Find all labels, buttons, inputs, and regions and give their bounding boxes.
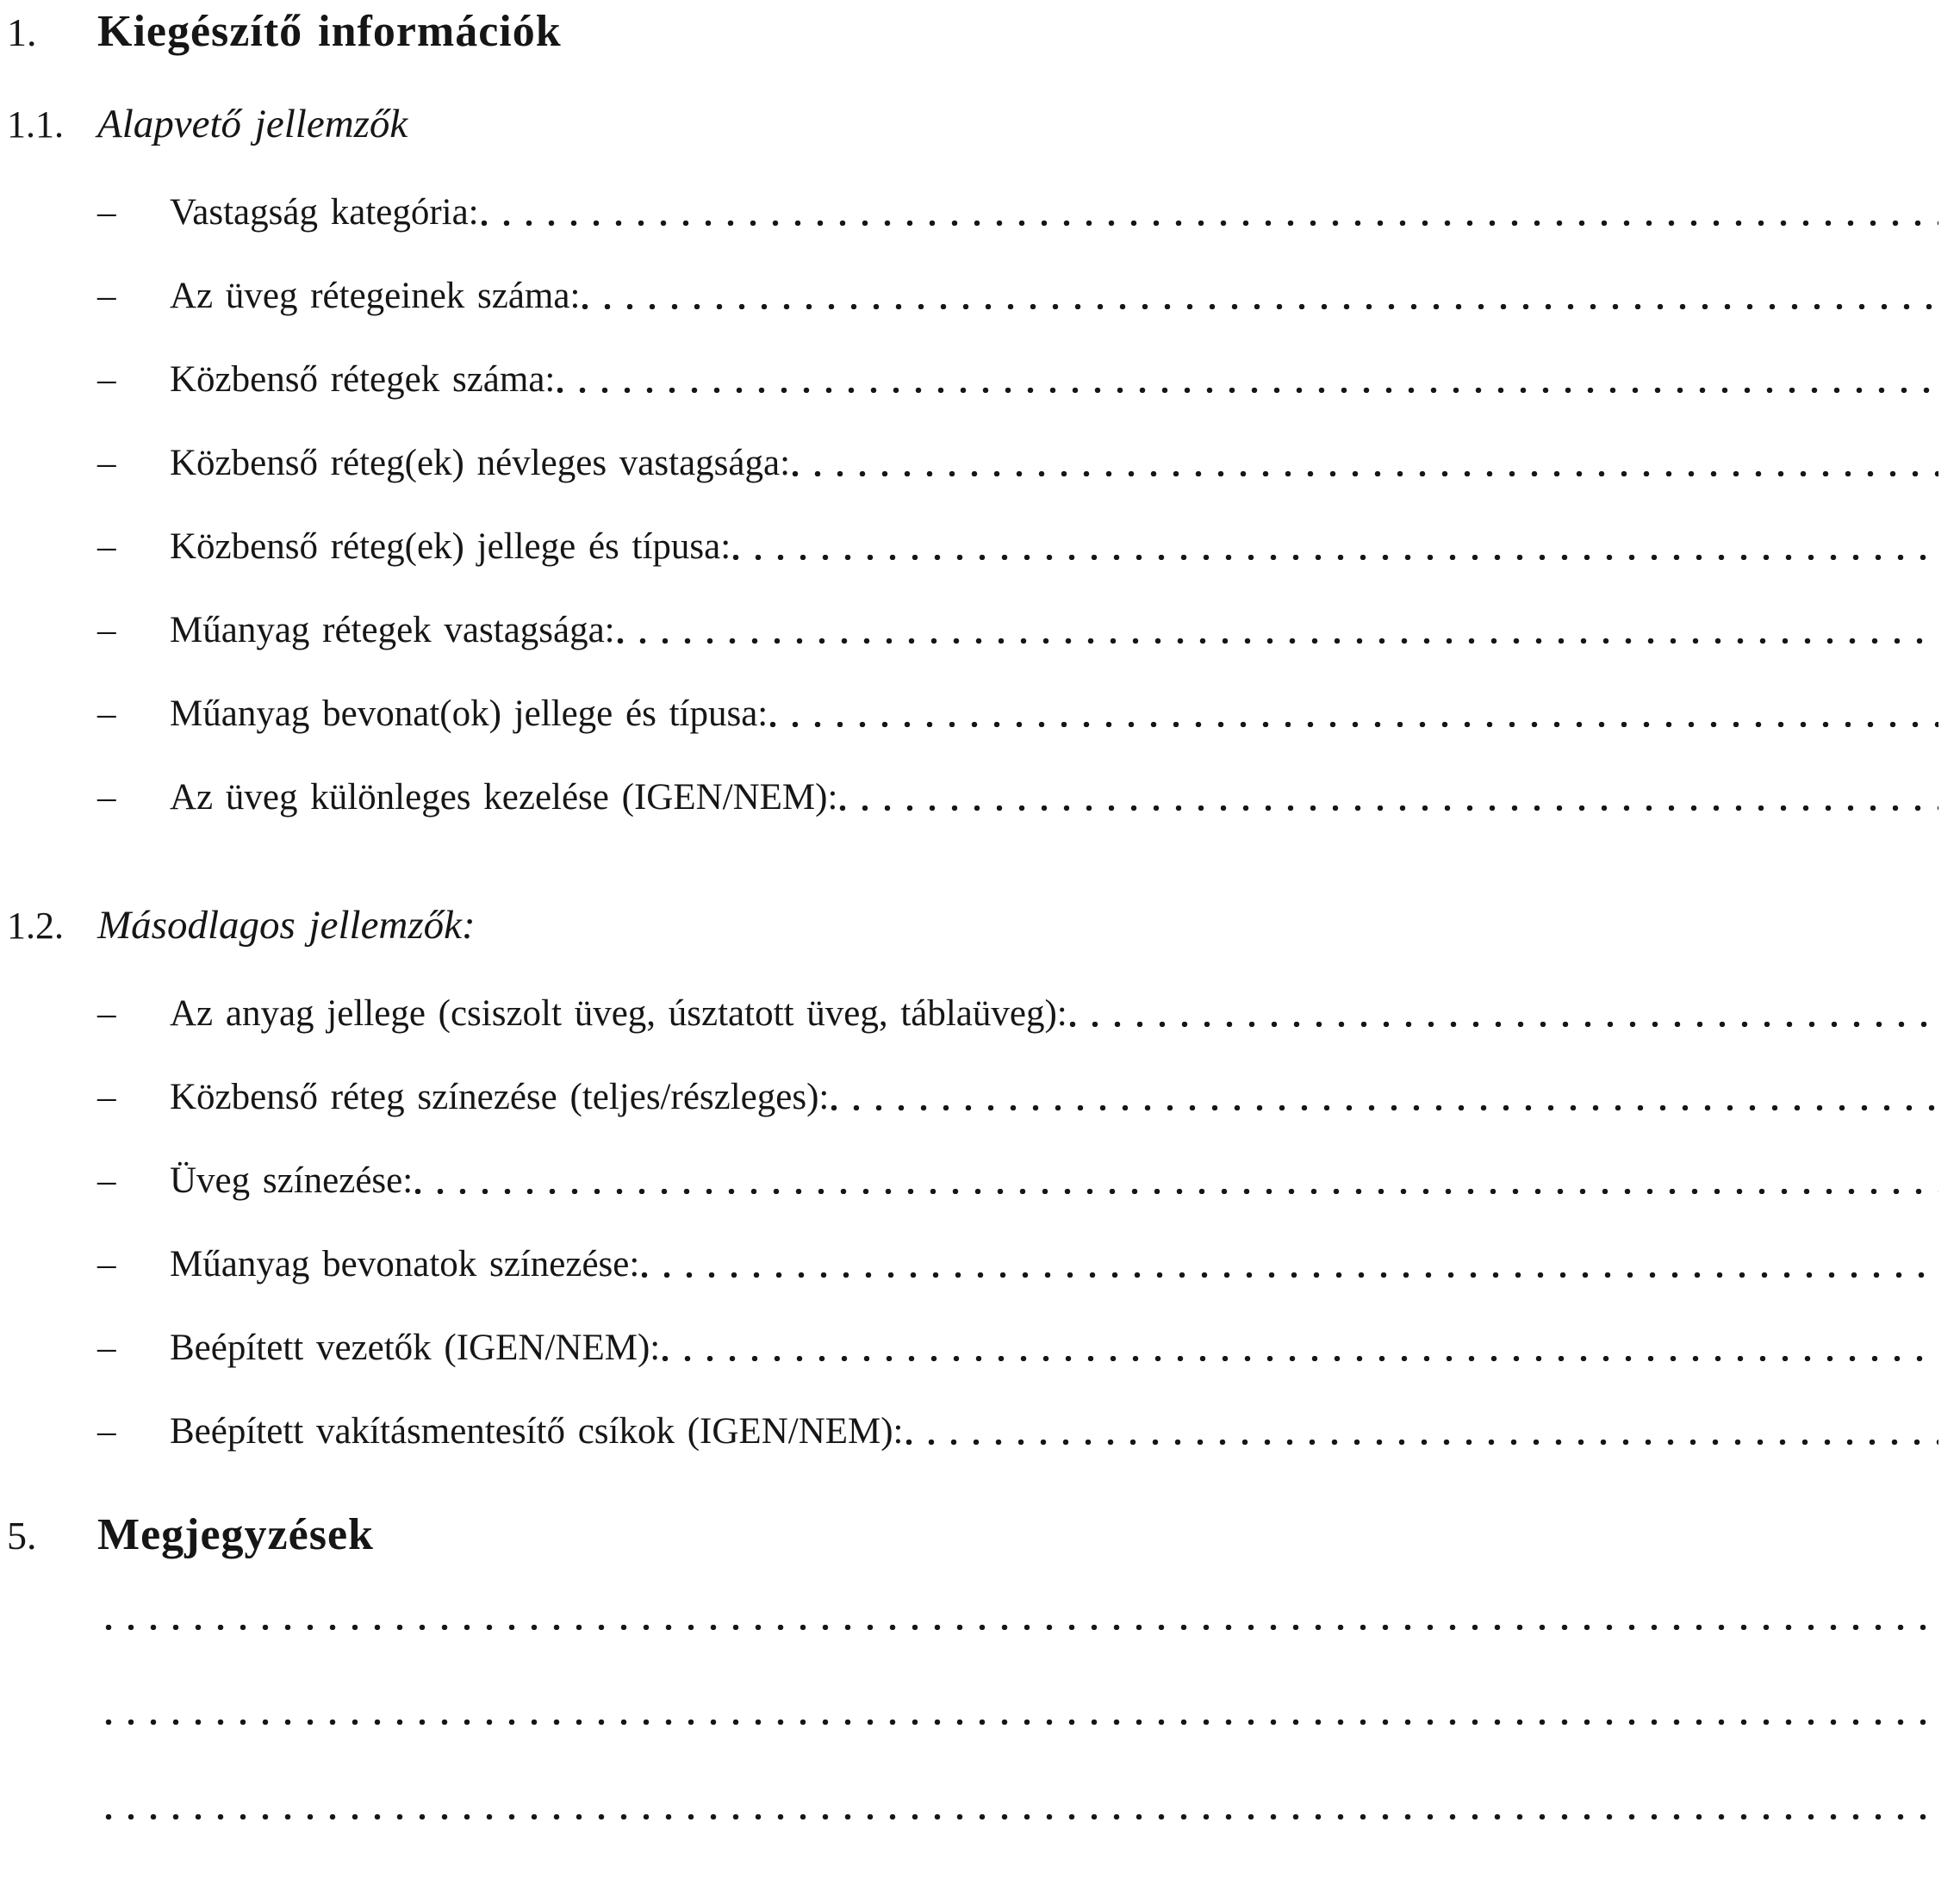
comments-blank-lines [97,1625,1938,1819]
section-1-1-heading [7,99,1938,150]
section-1-2-title: Másodlagos jellemzők: [97,903,476,948]
section-5-heading [7,1508,1938,1563]
dotted-fill-line [479,188,1938,238]
dotted-fill-line [615,606,1938,656]
section-5-title: Megjegyzések [97,1510,374,1559]
form-field-row [97,1323,1938,1373]
field-label: Közbenső réteg(ek) jellege és típusa: [170,526,731,567]
form-field-row [97,522,1938,572]
form-field-row [97,188,1938,238]
form-field-row [97,1240,1938,1290]
dotted-fill-line [829,1073,1938,1123]
section-1-title: Kiegészítő információk [97,7,562,56]
dotted-fill-line [413,1156,1938,1206]
dotted-fill-line [768,689,1938,739]
dotted-fill-line [555,355,1938,405]
field-label: Vastagság kategória: [170,192,479,233]
form-field-row [97,606,1938,656]
field-label: Műanyag rétegek vastagsága: [170,610,615,650]
dash-bullet: – [97,192,116,233]
dotted-fill-line [660,1323,1938,1373]
dotted-fill-line [904,1407,1938,1457]
dash-bullet: – [97,526,116,567]
field-label: Üveg színezése: [170,1160,414,1201]
section-1-heading [7,5,1938,59]
section-1-1-number: 1.1. [7,103,64,146]
form-field-row [97,989,1938,1039]
field-label: Az üveg rétegeinek száma: [170,276,581,316]
section-1-2-number: 1.2. [7,905,64,947]
form-field-row [97,438,1938,488]
dash-bullet: – [97,610,116,650]
dotted-fill-line [731,522,1938,572]
dotted-fill-line [790,438,1938,488]
dotted-fill-line [837,773,1938,823]
field-label: Műanyag bevonat(ok) jellege és típusa: [170,693,768,734]
dash-bullet: – [97,993,116,1034]
dash-bullet: – [97,1160,116,1201]
dash-bullet: – [97,1077,116,1117]
section-1-number: 1. [7,10,37,54]
section-1-1-title: Alapvető jellemzők [97,102,408,146]
dash-bullet: – [97,1411,116,1452]
dotted-fill-line [580,271,1938,321]
dash-bullet: – [97,359,116,400]
form-field-row [97,271,1938,321]
field-label: Az anyag jellege (csiszolt üveg, úsztatott üveg, táblaüveg): [170,993,1067,1034]
form-field-row [97,355,1938,405]
form-field-row [97,773,1938,823]
field-label: Beépített vezetők (IGEN/NEM): [170,1328,661,1368]
blank-dotted-line [97,1720,1938,1725]
section-5-number: 5. [7,1514,37,1558]
dash-bullet: – [97,443,116,483]
dotted-fill-line [1067,989,1938,1039]
form-field-row [97,689,1938,739]
field-label: Az üveg különleges kezelése (IGEN/NEM): [170,777,838,818]
field-label: Közbenső réteg(ek) névleges vastagsága: [170,443,791,483]
dotted-fill-line [639,1240,1938,1290]
form-field-row [97,1407,1938,1457]
dash-bullet: – [97,693,116,734]
section-1-2-heading [7,900,1938,951]
section-1-2-field-list [7,989,1938,1457]
field-label: Közbenső rétegek száma: [170,359,556,400]
blank-dotted-line [97,1814,1938,1819]
blank-dotted-line [97,1625,1938,1630]
section-1-1-field-list [7,188,1938,823]
dash-bullet: – [97,1244,116,1284]
field-label: Beépített vakításmentesítő csíkok (IGEN/NEM): [170,1411,904,1452]
dash-bullet: – [97,777,116,818]
field-label: Műanyag bevonatok színezése: [170,1244,640,1284]
form-field-row [97,1073,1938,1123]
dash-bullet: – [97,276,116,316]
form-field-row [97,1156,1938,1206]
dash-bullet: – [97,1328,116,1368]
field-label: Közbenső réteg színezése (teljes/részleges): [170,1077,830,1117]
